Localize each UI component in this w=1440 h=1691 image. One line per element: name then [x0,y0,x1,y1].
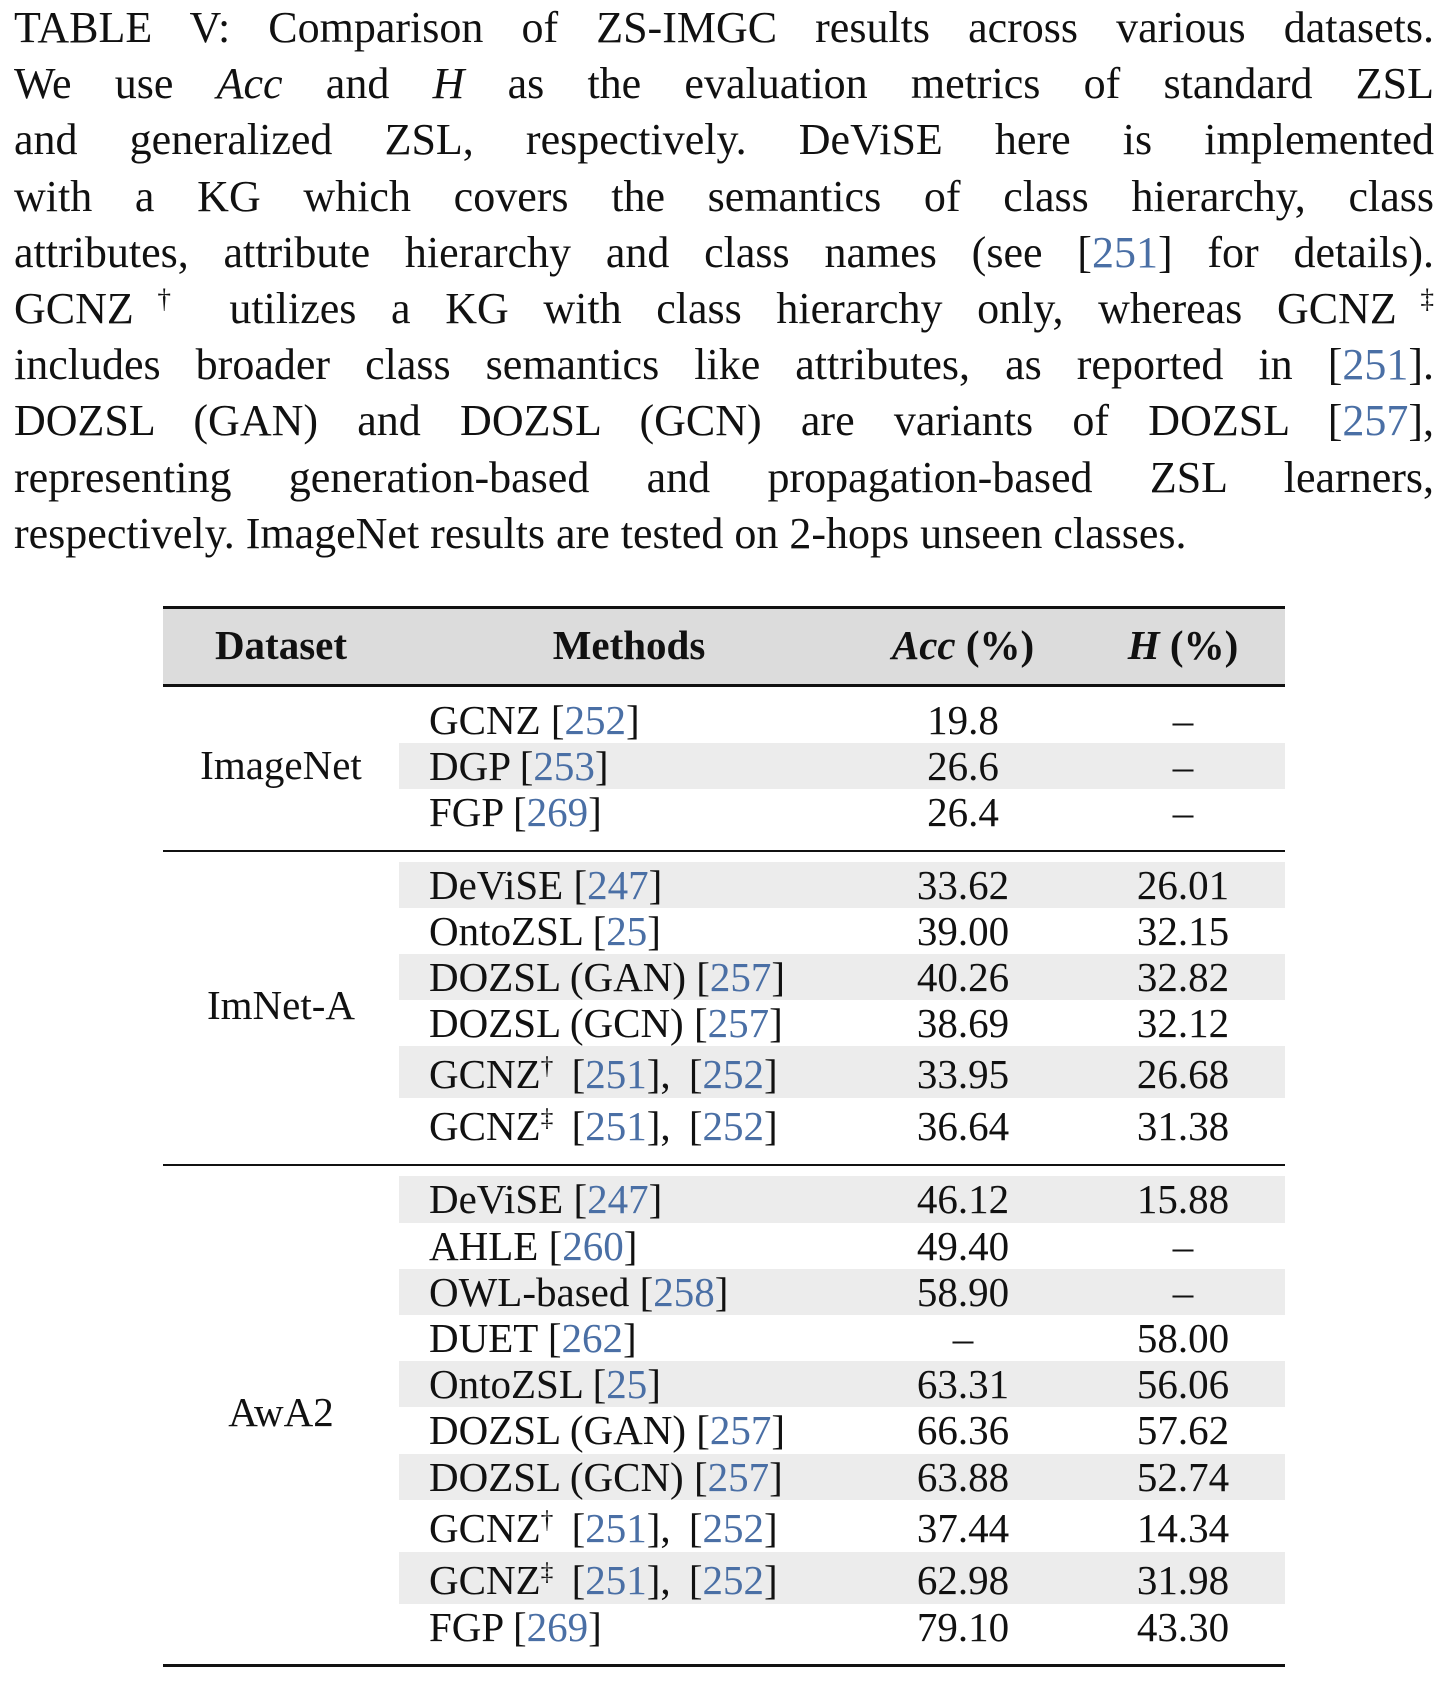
table-row [163,954,1285,1000]
method-cell: GCNZ‡ [251], [252] [429,1103,778,1150]
citation-link[interactable]: 251 [585,1051,647,1098]
method-cell: GCNZ‡ [251], [252] [429,1556,778,1603]
dataset-group [163,852,1285,1165]
acc-cell: 58.90 [916,1268,1010,1315]
table-row [163,1552,1285,1604]
acc-cell: 37.44 [916,1504,1010,1551]
table-row [163,1098,1285,1150]
table-row [163,1000,1285,1046]
h-cell: – [1172,743,1194,790]
citation-link[interactable]: 269 [526,789,589,836]
dataset-label: ImNet-A [206,981,355,1028]
citation-link[interactable]: 252 [702,1051,765,1098]
method-cell: DeViSE [247] [429,861,663,908]
table-caption [14,0,1434,562]
table-row [163,1361,1285,1407]
h-cell: 32.15 [1136,907,1230,954]
acc-cell: 79.10 [916,1603,1010,1650]
h-cell: 52.74 [1136,1453,1230,1500]
h-cell: 26.01 [1136,861,1230,908]
acc-cell: 38.69 [916,1000,1010,1047]
table-bottom-rule [163,1664,1285,1667]
caption-line: attributes, attribute hierarchy and class names (see [251] for details). [14,227,1434,277]
method-cell: DOZSL (GCN) [257] [429,1000,783,1047]
h-cell: 32.82 [1136,953,1230,1000]
header-methods: Methods [552,622,706,668]
method-cell: DOZSL (GCN) [257] [429,1453,783,1500]
h-cell: 43.30 [1136,1603,1230,1650]
citation-link[interactable]: 257 [1342,396,1409,446]
acc-cell: 40.26 [916,953,1010,1000]
h-cell: – [1172,697,1194,743]
h-cell: 32.12 [1136,1000,1230,1047]
results-table [163,606,1285,1667]
citation-link[interactable]: 260 [562,1222,624,1269]
acc-cell: 62.98 [916,1556,1010,1603]
table-row [163,1454,1285,1500]
acc-cell: 49.40 [916,1222,1010,1269]
table-row [163,1223,1285,1269]
h-cell: 57.62 [1136,1407,1230,1454]
acc-cell: 26.6 [927,743,999,790]
h-cell: 56.06 [1136,1361,1230,1408]
acc-cell: 63.88 [916,1453,1010,1500]
citation-link[interactable]: 251 [585,1556,647,1603]
acc-cell: 46.12 [916,1176,1010,1223]
acc-cell: 33.62 [916,861,1010,908]
header-h: H (%) [1127,622,1239,668]
method-cell: DeViSE [247] [429,1176,663,1223]
method-cell: OntoZSL [25] [429,1361,661,1408]
table-row [163,1407,1285,1453]
table-row [163,1500,1285,1552]
method-cell: GCNZ† [251], [252] [429,1504,778,1551]
acc-cell: 33.95 [916,1051,1010,1098]
citation-link[interactable]: 247 [587,1176,649,1223]
caption-line: includes broader class semantics like attributes, as reported in [251]. [14,340,1434,390]
acc-cell: 39.00 [916,907,1010,954]
citation-link[interactable]: 252 [564,697,627,743]
caption-line: with a KG which covers the semantics of class hierarchy, class [14,171,1434,221]
citation-link[interactable]: 247 [587,861,649,908]
table-row [163,743,1285,789]
method-cell: GCNZ [252] [429,697,640,743]
h-cell: 14.34 [1136,1504,1230,1551]
header-acc: Acc (%) [891,622,1035,668]
acc-cell: 19.8 [927,697,999,743]
method-cell: GCNZ† [251], [252] [429,1051,778,1098]
citation-link[interactable]: 251 [1091,227,1158,277]
h-cell: – [1172,1222,1194,1269]
table-row [163,1269,1285,1315]
dataset-group [163,687,1285,850]
method-cell: DOZSL (GAN) [257] [429,1407,786,1454]
citation-link[interactable]: 269 [526,1603,589,1650]
method-cell: AHLE [260] [429,1222,638,1269]
acc-cell: 26.4 [927,789,999,836]
method-cell: OWL-based [258] [429,1268,729,1315]
caption-line: and generalized ZSL, respectively. DeViSE here is implemented [14,115,1434,165]
caption-line: representing generation-based and propagation-based ZSL learners, [14,452,1434,502]
h-cell: 31.98 [1136,1556,1230,1603]
h-cell: 31.38 [1136,1103,1230,1150]
caption-line: TABLE V: Comparison of ZS-IMGC results across various datasets. [14,3,1434,52]
dataset-label: ImageNet [200,742,362,789]
header-dataset: Dataset [214,622,348,668]
caption-line: respectively. ImageNet results are tested on 2-hops unseen classes. [14,508,1187,558]
citation-link[interactable]: 253 [533,743,595,790]
citation-link[interactable]: 258 [653,1268,715,1315]
citation-link[interactable]: 25 [606,1361,648,1408]
citation-link[interactable]: 251 [585,1504,647,1551]
method-cell: DGP [253] [429,743,609,790]
table-row [163,789,1285,835]
citation-link[interactable]: 257 [707,1453,770,1500]
citation-link[interactable]: 252 [702,1556,765,1603]
table-row [163,1315,1285,1361]
dataset-group [163,1166,1285,1664]
table-row [163,908,1285,954]
h-cell: 26.68 [1136,1051,1230,1098]
table-body [163,687,1285,1664]
acc-cell: 66.36 [916,1407,1010,1454]
h-cell: 58.00 [1136,1314,1230,1361]
citation-link[interactable]: 257 [709,953,772,1000]
acc-cell: – [952,1314,974,1361]
caption-line: DOZSL (GAN) and DOZSL (GCN) are variants of DOZSL [257], [14,396,1434,446]
acc-cell: 63.31 [916,1361,1010,1408]
method-cell: DUET [262] [429,1314,637,1361]
citation-link[interactable]: 251 [1342,340,1409,390]
dataset-label: AwA2 [228,1389,334,1436]
citation-link[interactable]: 251 [585,1103,647,1150]
citation-link[interactable]: 257 [709,1407,772,1454]
method-cell: FGP [269] [429,1603,602,1650]
h-cell: 15.88 [1136,1176,1230,1223]
table-row [163,1604,1285,1650]
table-header [163,609,1285,684]
acc-cell: 36.64 [916,1103,1010,1150]
citation-link[interactable]: 25 [606,907,648,954]
citation-link[interactable]: 252 [702,1504,765,1551]
table-row [163,1176,1285,1222]
citation-link[interactable]: 257 [707,1000,770,1047]
caption-line: GCNZ† utilizes a KG with class hierarchy only, whereas GCNZ‡ [14,284,1434,334]
table-row [163,862,1285,908]
citation-link[interactable]: 252 [702,1103,765,1150]
method-cell: FGP [269] [429,789,602,836]
method-cell: DOZSL (GAN) [257] [429,953,786,1000]
method-cell: OntoZSL [25] [429,907,661,954]
citation-link[interactable]: 262 [561,1314,623,1361]
h-cell: – [1172,789,1194,836]
table-row [163,1046,1285,1098]
caption-line: We use Acc and H as the evaluation metrics of standard ZSL [14,59,1435,109]
table-row [163,697,1285,743]
h-cell: – [1172,1268,1194,1315]
